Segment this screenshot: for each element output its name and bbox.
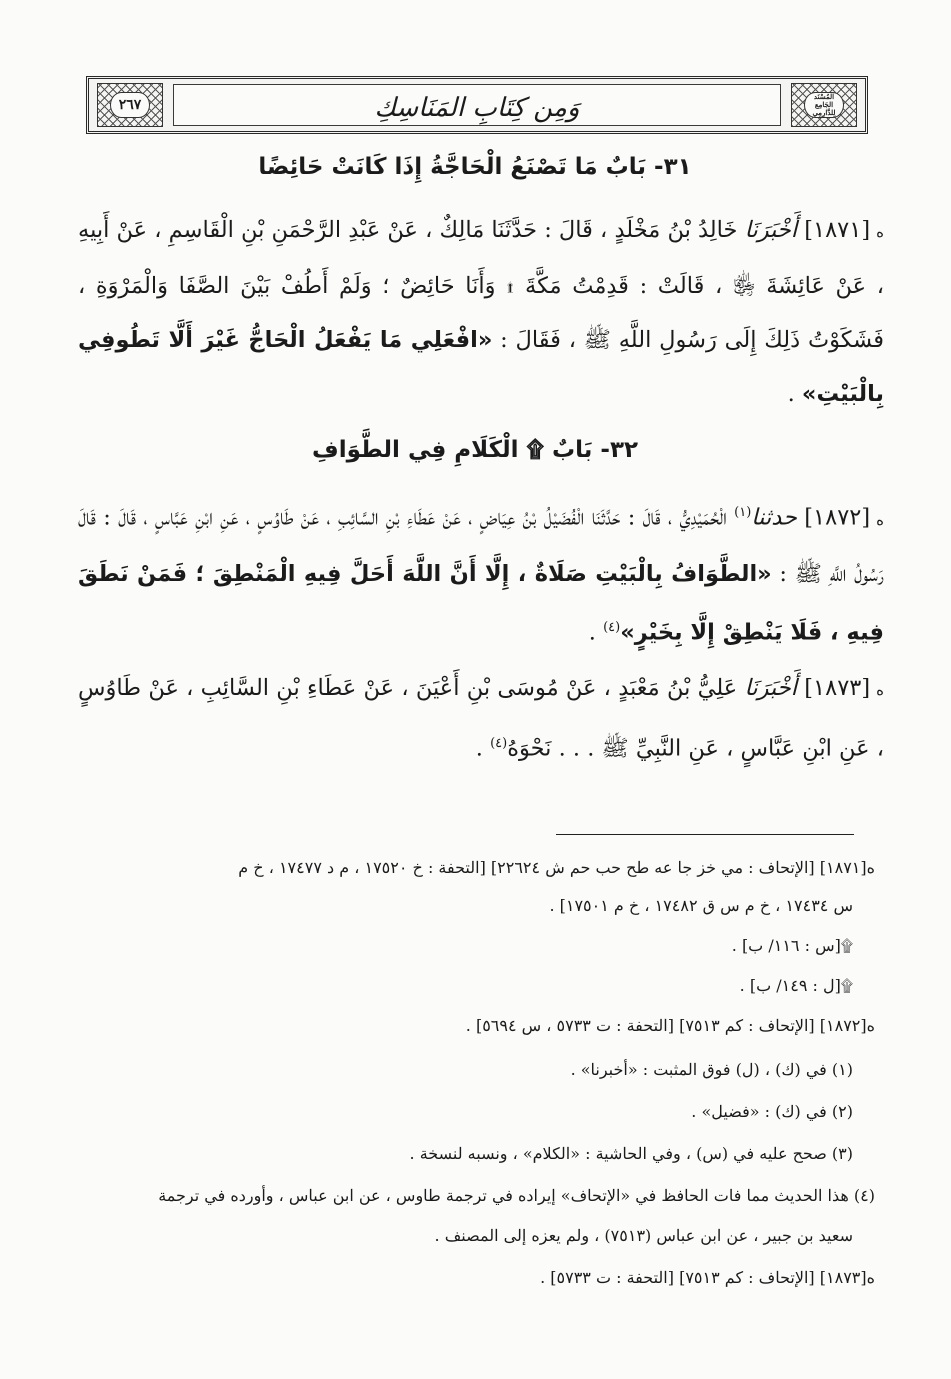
chapter-title-31: ٣١- بَابٌ مَا تَصْنَعُ الْحَاجَّةُ إِذَا كَانَتْ حَائِضًا	[258, 154, 692, 180]
hadith-marker: ه	[876, 510, 885, 529]
footnote-separator	[556, 834, 854, 835]
footnote-line: ه[١٨٧٣] [الإتحاف : كم ٧٥١٣] [التحفة : ت ٥٧٣٣] .	[540, 1268, 875, 1287]
footnote-line: (١) في (ك) ، (ل) فوق المثبت : «أخبرنا» .	[570, 1060, 853, 1079]
hadith-verb: أَخْبَرَنَا	[744, 675, 797, 701]
hadith-1872	[78, 486, 884, 659]
hadith-text: الْحُمَيْدِيُّ ، قَالَ : حَدَّثَنَا الْفُضَيْلُ بْنُ عِيَاضٍ ، عَنْ عَطَاءِ بْنِ السَّائِبِ ، عَنْ طَاوُسٍ ، عَنِ ابْنِ عَبَّاسٍ ، قَالَ : قَالَ رَسُولُ اللَّهِ ﷺ :	[78, 504, 885, 587]
hadith-1873	[78, 661, 884, 776]
hadith-end: .	[787, 381, 802, 407]
footnote-line: ه[١٨٧١] [الإتحاف : مي خز جا عه طح حب حم ش ٢٢٦٢٤] [التحفة : خ ١٧٥٢٠ ، م د ١٧٤٧٧ ، خ م	[238, 858, 875, 877]
hadith-number: [١٨٧١]	[804, 217, 871, 243]
hadith-marker: ه	[876, 223, 884, 241]
hadith-quote: «افْعَلِي مَا يَفْعَلُ الْحَاجُّ غَيْرَ أَلَّا تَطُوفِي بِالْبَيْتِ»	[78, 327, 884, 407]
footnote-line: ۩[س : ١١٦/ ب] .	[731, 936, 853, 955]
chapter-title-32: ٣٢- بَابٌ ۩ الْكَلَامِ فِي الطَّوَافِ	[311, 437, 639, 463]
footnote-ref-1: (١)	[734, 505, 752, 520]
page-header	[86, 76, 868, 134]
footnote-line: ه[١٨٧٢] [الإتحاف : كم ٧٥١٣] [التحفة : ت ٥٧٣٣ ، س ٥٦٩٤] .	[465, 1016, 875, 1035]
page-number: ٢٦٧	[110, 92, 150, 118]
hadith-end: .	[475, 735, 491, 762]
seal-ornament	[791, 83, 857, 127]
footnote-line: (٣) صحح عليه في (س) ، وفي الحاشية : «الكلام» ، ونسبه لنسخة .	[409, 1144, 853, 1163]
footnote-line: س ١٧٤٣٤ ، خ م س ق ١٧٤٨٢ ، خ م ١٧٥٠١] .	[549, 896, 853, 915]
hadith-text: عَلِيُّ بْنُ مَعْبَدٍ ، عَنْ مُوسَى بْنِ أَعْيَنَ ، عَنْ عَطَاءِ بْنِ السَّائِبِ ، عَنْ طَاوُسٍ ، عَنِ ابْنِ عَبَّاسٍ ، عَنِ النَّبِيِّ ﷺ . . . نَحْوَهُ	[78, 675, 884, 762]
seal-text: المُسْنَد الجَامِع لِلدَّارِمِي	[804, 92, 844, 118]
header-title-frame	[173, 84, 781, 126]
page-number-ornament	[97, 83, 163, 127]
footnote-line: سعيد بن جبير ، عن ابن عباس (٧٥١٣) ، ولم يعزه إلى المصنف .	[434, 1226, 853, 1245]
hadith-verb: أَخْبَرَنَا	[744, 217, 798, 243]
footnote-line: (٢) في (ك) : «فضيل» .	[691, 1102, 853, 1121]
hadith-number: [١٨٧٣]	[804, 675, 871, 701]
hadith-1871	[78, 203, 884, 421]
hadith-number: [١٨٧٢]	[804, 504, 871, 531]
footnote-line: ۩[ل : ١٤٩/ ب] .	[739, 976, 853, 995]
hadith-quote: «الطَّوَافُ بِالْبَيْتِ صَلَاةٌ ، إِلَّا أَنَّ اللَّهَ أَحَلَّ فِيهِ الْمَنْطِقَ ؛ فَمَنْ نَطَقَ فِيهِ ، فَلَا يَنْطِقْ إِلَّا بِخَيْرٍ»	[78, 560, 884, 645]
hadith-end: .	[588, 619, 604, 645]
footnote-ref-4: (٤)	[603, 619, 621, 635]
footnote-ref-4b: (٤)	[490, 736, 508, 751]
book-title: وَمِن كِتَابِ المَنَاسِكِ	[374, 93, 580, 123]
hadith-verb: حدثنا	[751, 504, 797, 531]
hadith-text: خَالِدُ بْنُ مَخْلَدٍ ، قَالَ : حَدَّثَنَا مَالِكٌ ، عَنْ عَبْدِ الرَّحْمَنِ بْنِ الْقَاسِمِ ، عَنْ أَبِيهِ ، عَنْ عَائِشَةَ ﵂ ، قَالَتْ : قَدِمْتُ مَكَّةَ ۩ وَأَنَا حَائِضٌ ؛ وَلَمْ أَطُفْ بَيْنَ الصَّفَا وَالْمَرْوَةِ ، فَشَكَوْتُ ذَلِكَ إِلَى رَسُولِ اللَّهِ ﷺ ، فَقَالَ :	[78, 217, 884, 353]
footnote-line: (٤) هذا الحديث مما فات الحافظ في «الإتحاف» إيراده في ترجمة طاوس ، عن ابن عباس ، وأورده في ترجمة	[158, 1186, 875, 1205]
hadith-marker: ه	[876, 681, 885, 699]
